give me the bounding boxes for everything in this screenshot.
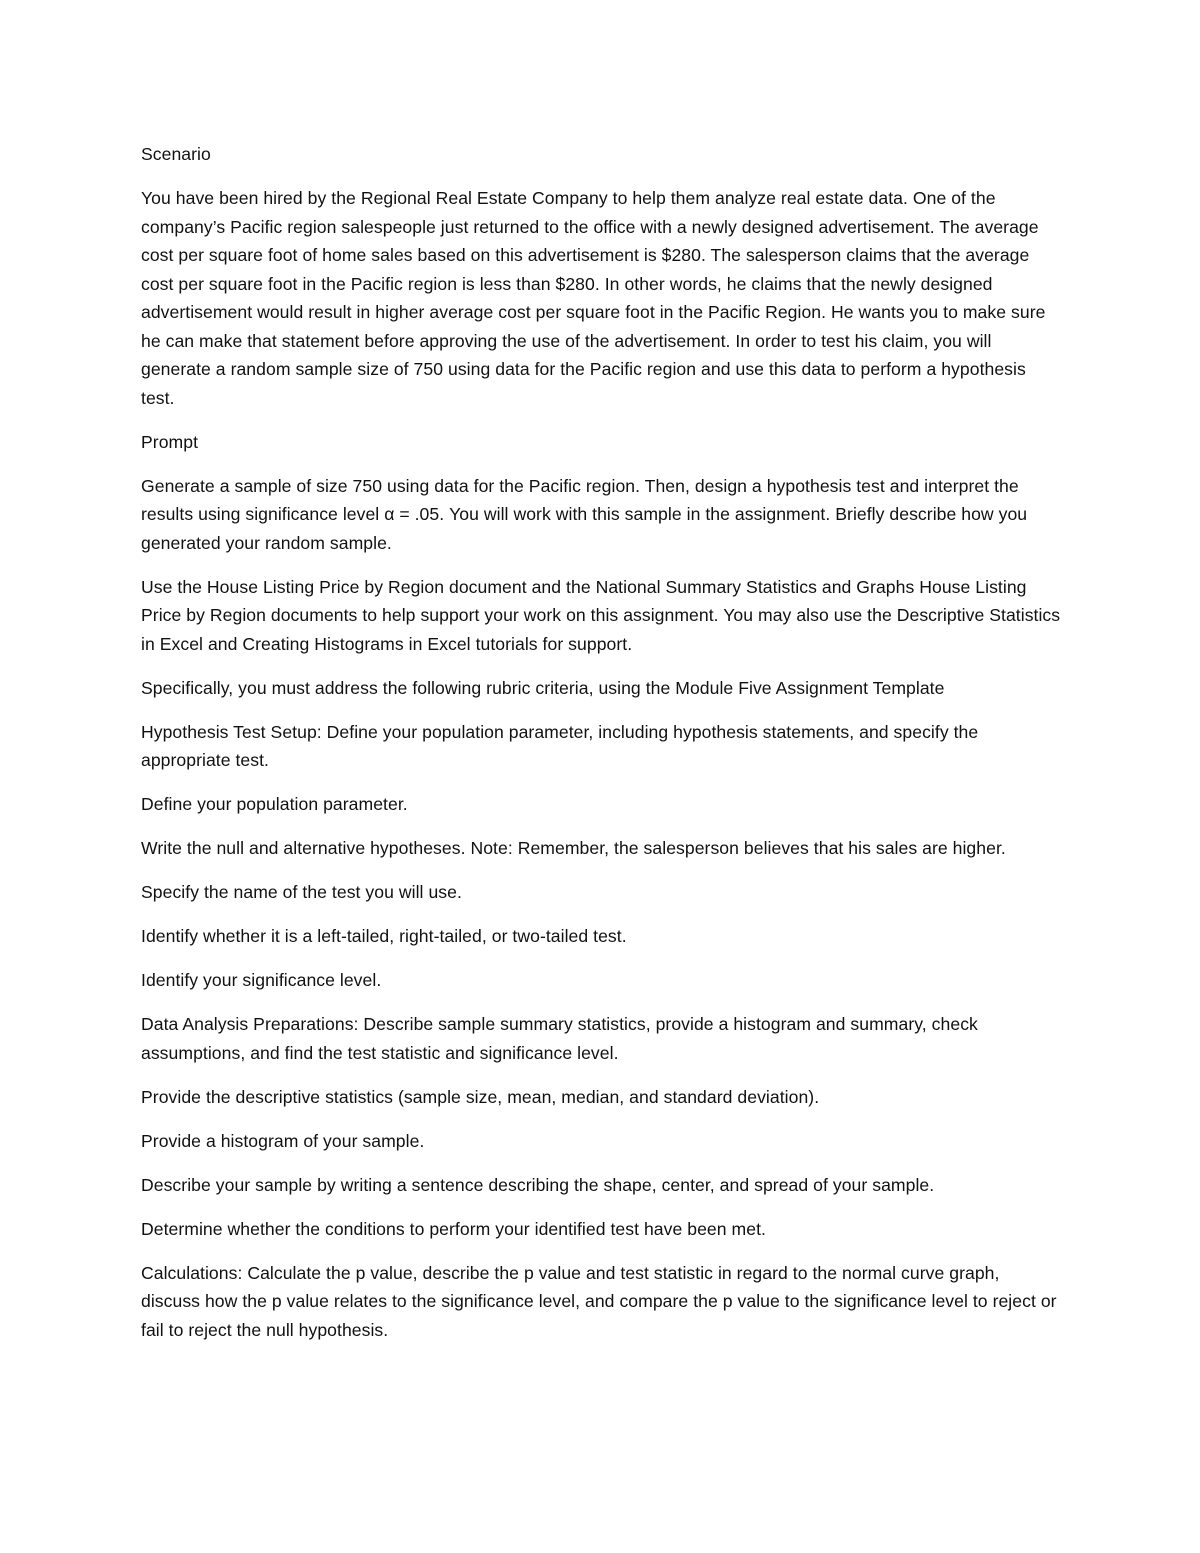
heading-prompt: Prompt [141, 431, 199, 452]
paragraph-write-hypotheses: Write the null and alternative hypotheses. Note: Remember, the salesperson believes that his sales are higher. [141, 838, 1006, 858]
document-body [141, 140, 1061, 1360]
paragraph-supporting-documents: Use the House Listing Price by Region document and the National Summary Statistics and Graphs House Listing Price by Region documents to help support your work on this assignment. You may also use the Descriptive Statistics in Excel and Creating Histograms in Excel tutorials for support. [141, 576, 1061, 654]
paragraph-define-parameter: Define your population parameter. [141, 794, 408, 814]
paragraph-identify-tail: Identify whether it is a left-tailed, right-tailed, or two-tailed test. [141, 926, 627, 946]
paragraph-data-analysis: Data Analysis Preparations: Describe sample summary statistics, provide a histogram and summary, check assumptions, and find the test statistic and significance level. [141, 1014, 978, 1063]
paragraph-describe-sample: Describe your sample by writing a sentence describing the shape, center, and spread of your sample. [141, 1174, 935, 1195]
paragraph-rubric-intro: Specifically, you must address the following rubric criteria, using the Module Five Assignment Template [141, 677, 945, 698]
heading-scenario: Scenario [141, 144, 211, 164]
paragraph-descriptive-stats: Provide the descriptive statistics (sample size, mean, median, and standard deviation). [141, 1086, 820, 1107]
paragraph-scenario-body: You have been hired by the Regional Real Estate Company to help them analyze real estate data. One of the company’s Pacific region salespeople just returned to the office with a newly designed advertisement. The average cost per square foot of home sales based on this advertisement is $280. The salesperson claims that the average cost per square foot in the Pacific region is less than $280. In other words, he claims that the newly designed advertisement would result in higher average cost per square foot in the Pacific Region. He wants you to make sure he can make that statement before approving the use of the advertisement. In order to test his claim, you will generate a random sample size of 750 using data for the Pacific region and use this data to perform a hypothesis test. [141, 188, 1046, 408]
paragraph-histogram: Provide a histogram of your sample. [141, 1130, 425, 1151]
paragraph-calculations: Calculations: Calculate the p value, describe the p value and test statistic in regard to the normal curve graph, discuss how the p value relates to the significance level, and compare the p value to the significance level to reject or fail to reject the null hypothesis. [141, 1262, 1057, 1340]
paragraph-identify-significance: Identify your significance level. [141, 970, 382, 990]
paragraph-hypothesis-setup: Hypothesis Test Setup: Define your population parameter, including hypothesis statements, and specify the appropriate test. [141, 721, 979, 770]
paragraph-generate-sample: Generate a sample of size 750 using data for the Pacific region. Then, design a hypothesis test and interpret the results using significance level α = .05. You will work with this sample in the assignment. Briefly describe how you generated your random sample. [141, 475, 1028, 553]
paragraph-specify-test: Specify the name of the test you will use. [141, 882, 462, 902]
paragraph-conditions: Determine whether the conditions to perform your identified test have been met. [141, 1218, 766, 1239]
